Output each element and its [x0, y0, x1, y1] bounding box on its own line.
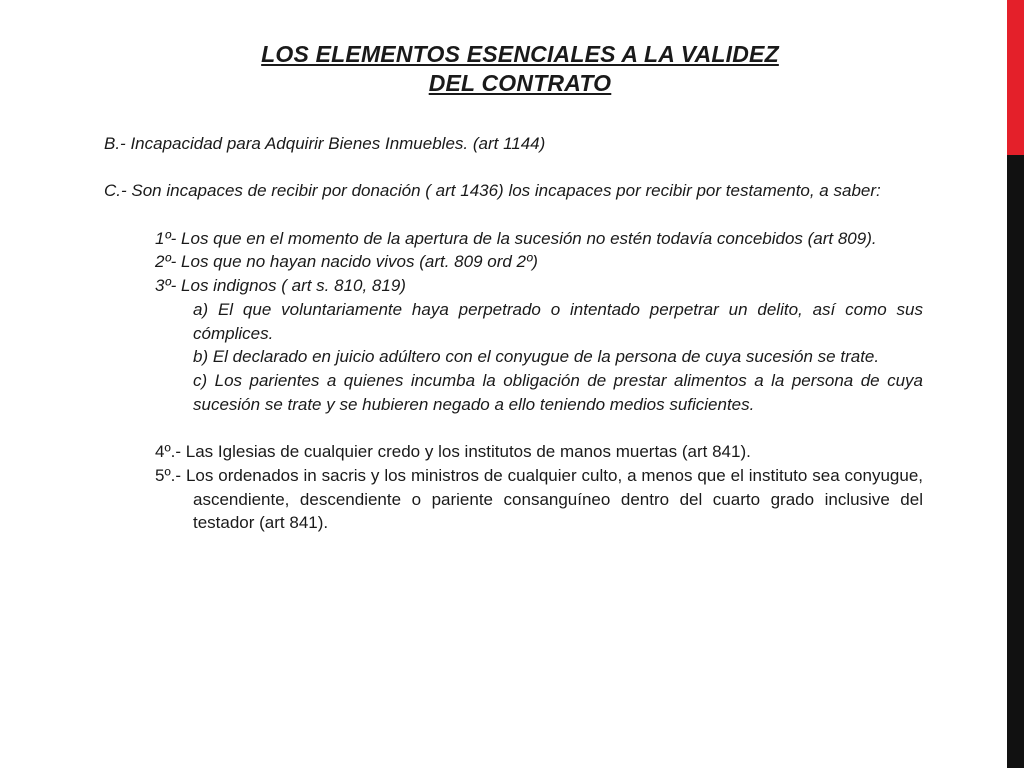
sub-item-c: c) Los parientes a quienes incumba la obligación de prestar alimentos a la persona de cuya sucesión se trate y se hubieren negado a ello teniendo medios suficientes.	[193, 371, 923, 414]
sub-item-b: b) El declarado en juicio adúltero con el conyugue de la persona de cuya sucesión se trate.	[193, 347, 880, 367]
title-line-2: DEL CONTRATO	[428, 70, 612, 96]
item-4: 4º.- Las Iglesias de cualquier credo y los institutos de manos muertas (art 841).	[155, 442, 751, 462]
title-line-1: LOS ELEMENTOS ESENCIALES A LA VALIDEZ	[261, 41, 779, 67]
item-3: 3º- Los indignos ( art s. 810, 819)	[155, 276, 406, 296]
item-2: 2º- Los que no hayan nacido vivos (art. 809 ord 2º)	[155, 252, 538, 272]
item-1: 1º- Los que en el momento de la apertura de la sucesión no estén todavía concebidos (art 809).	[155, 228, 877, 248]
edge-accent-bar-dark	[1007, 155, 1024, 768]
slide-body	[104, 132, 923, 535]
sub-item-a: a) El que voluntariamente haya perpetrado o intentado perpetrar un delito, así como sus cómplices.	[193, 299, 923, 343]
slide-title	[200, 40, 840, 98]
item-c: C.- Son incapaces de recibir por donación ( art 1436) los incapaces por recibir por testamento, a saber:	[104, 181, 881, 201]
item-b: B.- Incapacidad para Adquirir Bienes Inmuebles. (art 1144)	[104, 134, 546, 153]
edge-accent-bar-red	[1007, 0, 1024, 155]
item-5: 5º.- Los ordenados in sacris y los ministros de cualquier culto, a menos que el instituto sea conyugue, ascendiente, descendiente o pariente consanguíneo dentro del cuarto grado inclusive del testador (art 841).	[155, 465, 923, 533]
